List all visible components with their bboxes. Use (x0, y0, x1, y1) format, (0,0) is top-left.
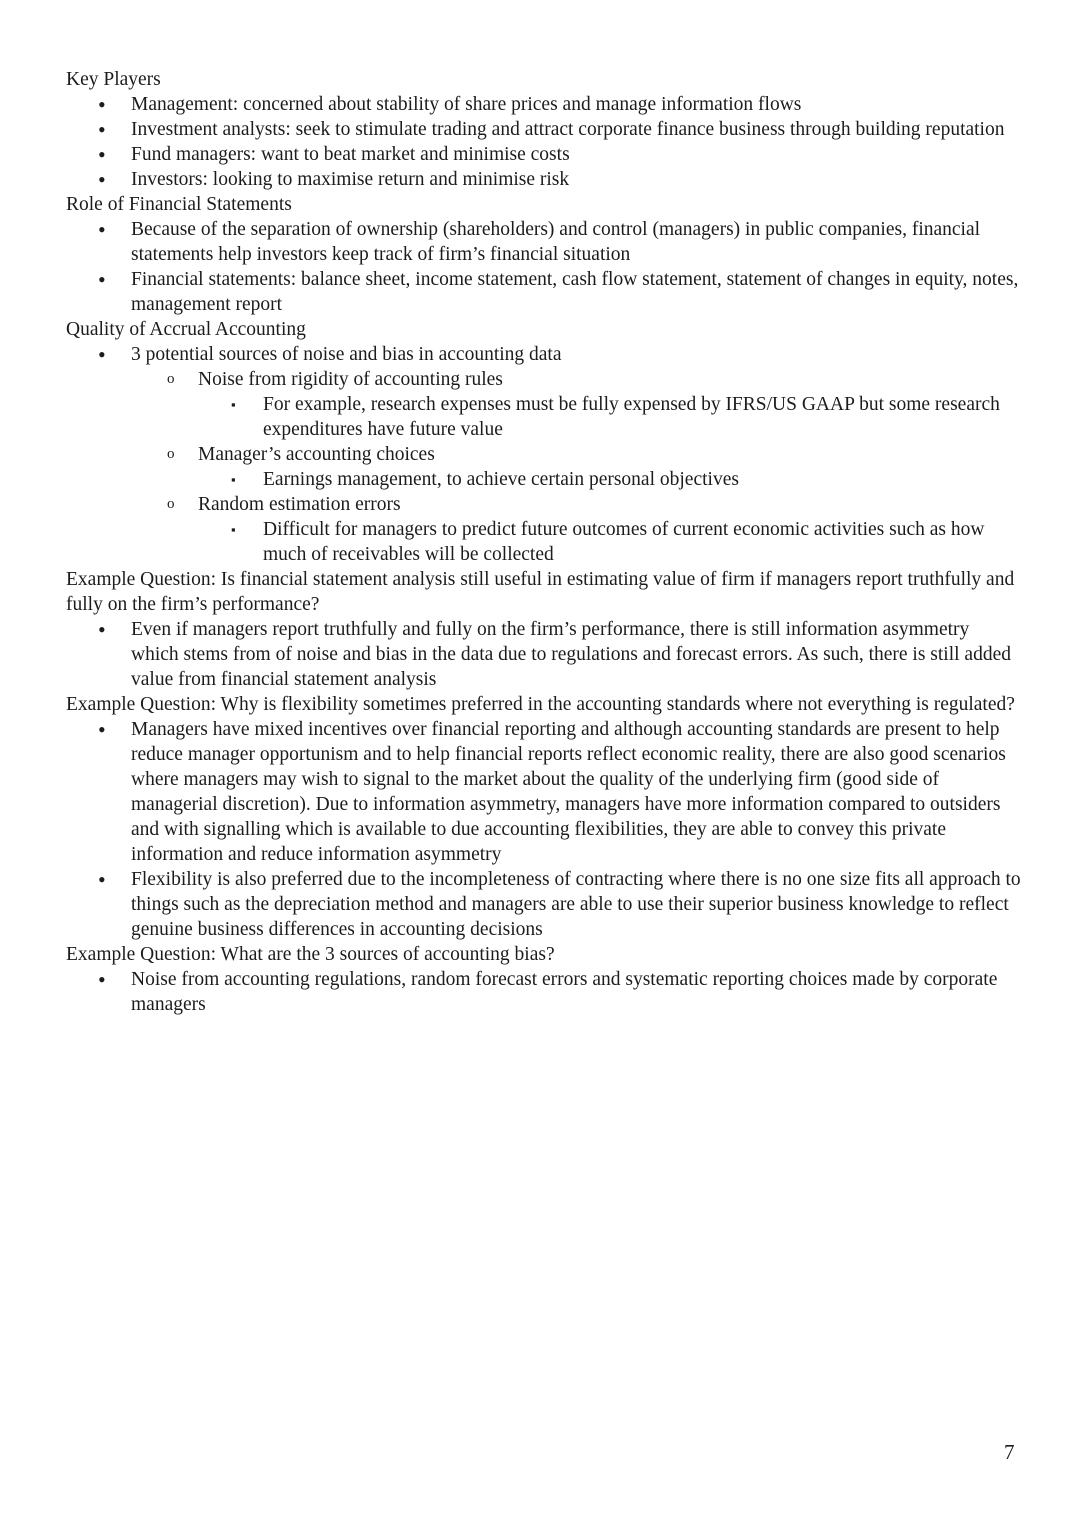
section-heading: Example Question: What are the 3 sources of accounting bias? (66, 944, 555, 965)
section-example-question-usefulness (66, 567, 1021, 692)
bullet-item: • Managers have mixed incentives over financial reporting and although accounting standards are present to help reduce manager opportunism and to help financial reports reflect economic reality, there are also good scenarios where managers may wish to signal to the market about the quality of the underlying firm (good side of managerial discretion). Due to information asymmetry, managers have more information compared to outsiders and with signalling which is available to due accounting flexibilities, they are able to convey this private information and reduce information asymmetry (66, 717, 1021, 867)
sub-sub-bullet-item: ▪ Difficult for managers to predict future outcomes of current economic activities such as how much of receivables will be collected (66, 517, 1021, 567)
bullet-item: • Flexibility is also preferred due to the incompleteness of contracting where there is no one size fits all approach to things such as the depreciation method and managers are able to use their superior business knowledge to reflect genuine business differences in accounting decisions (66, 867, 1021, 942)
bullet-list (66, 717, 1021, 942)
bullet-item: • Investment analysts: seek to stimulate trading and attract corporate finance business through building reputation (66, 117, 1021, 142)
sub-bullet-item: o Manager’s accounting choices (66, 442, 1021, 467)
bullet-item: • Fund managers: want to beat market and minimise costs (66, 142, 1021, 167)
section-heading: Example Question: Why is flexibility sometimes preferred in the accounting standards where not everything is regulated? (66, 694, 1015, 715)
section-heading: Example Question: Is financial statement analysis still useful in estimating value of firm if managers report truthfully and fully on the firm’s performance? (66, 569, 1015, 615)
section-heading: Role of Financial Statements (66, 194, 292, 215)
bullet-list (66, 967, 1021, 1017)
sub-bullet-item: o Noise from rigidity of accounting rules (66, 367, 1021, 392)
section-heading: Key Players (66, 69, 161, 90)
page-content (66, 67, 1021, 1017)
sub-bullet-item: o Random estimation errors (66, 492, 1021, 517)
bullet-list (66, 617, 1021, 692)
section-quality-of-accrual-accounting (66, 317, 1021, 567)
sub-sub-bullet-item: ▪ For example, research expenses must be fully expensed by IFRS/US GAAP but some research expenditures have future value (66, 392, 1021, 442)
bullet-item: • Management: concerned about stability of share prices and manage information flows (66, 92, 1021, 117)
section-example-question-sources-of-bias (66, 942, 1021, 1017)
bullet-list (66, 342, 1021, 567)
bullet-list (66, 92, 1021, 192)
section-example-question-flexibility (66, 692, 1021, 942)
bullet-list (66, 217, 1021, 317)
bullet-item: • Noise from accounting regulations, random forecast errors and systematic reporting choices made by corporate managers (66, 967, 1021, 1017)
bullet-item: • Investors: looking to maximise return and minimise risk (66, 167, 1021, 192)
sub-sub-bullet-item: ▪ Earnings management, to achieve certain personal objectives (66, 467, 1021, 492)
bullet-item: • Because of the separation of ownership (shareholders) and control (managers) in public companies, financial statements help investors keep track of firm’s financial situation (66, 217, 1021, 267)
section-key-players (66, 67, 1021, 192)
bullet-item: • 3 potential sources of noise and bias in accounting data (66, 342, 1021, 367)
page-number: 7 (1004, 1440, 1015, 1464)
bullet-item: • Even if managers report truthfully and fully on the firm’s performance, there is still information asymmetry which stems from of noise and bias in the data due to regulations and forecast errors. As such, there is still added value from financial statement analysis (66, 617, 1021, 692)
section-role-of-financial-statements (66, 192, 1021, 317)
bullet-item: • Financial statements: balance sheet, income statement, cash flow statement, statement of changes in equity, notes, management report (66, 267, 1021, 317)
section-heading: Quality of Accrual Accounting (66, 319, 306, 340)
